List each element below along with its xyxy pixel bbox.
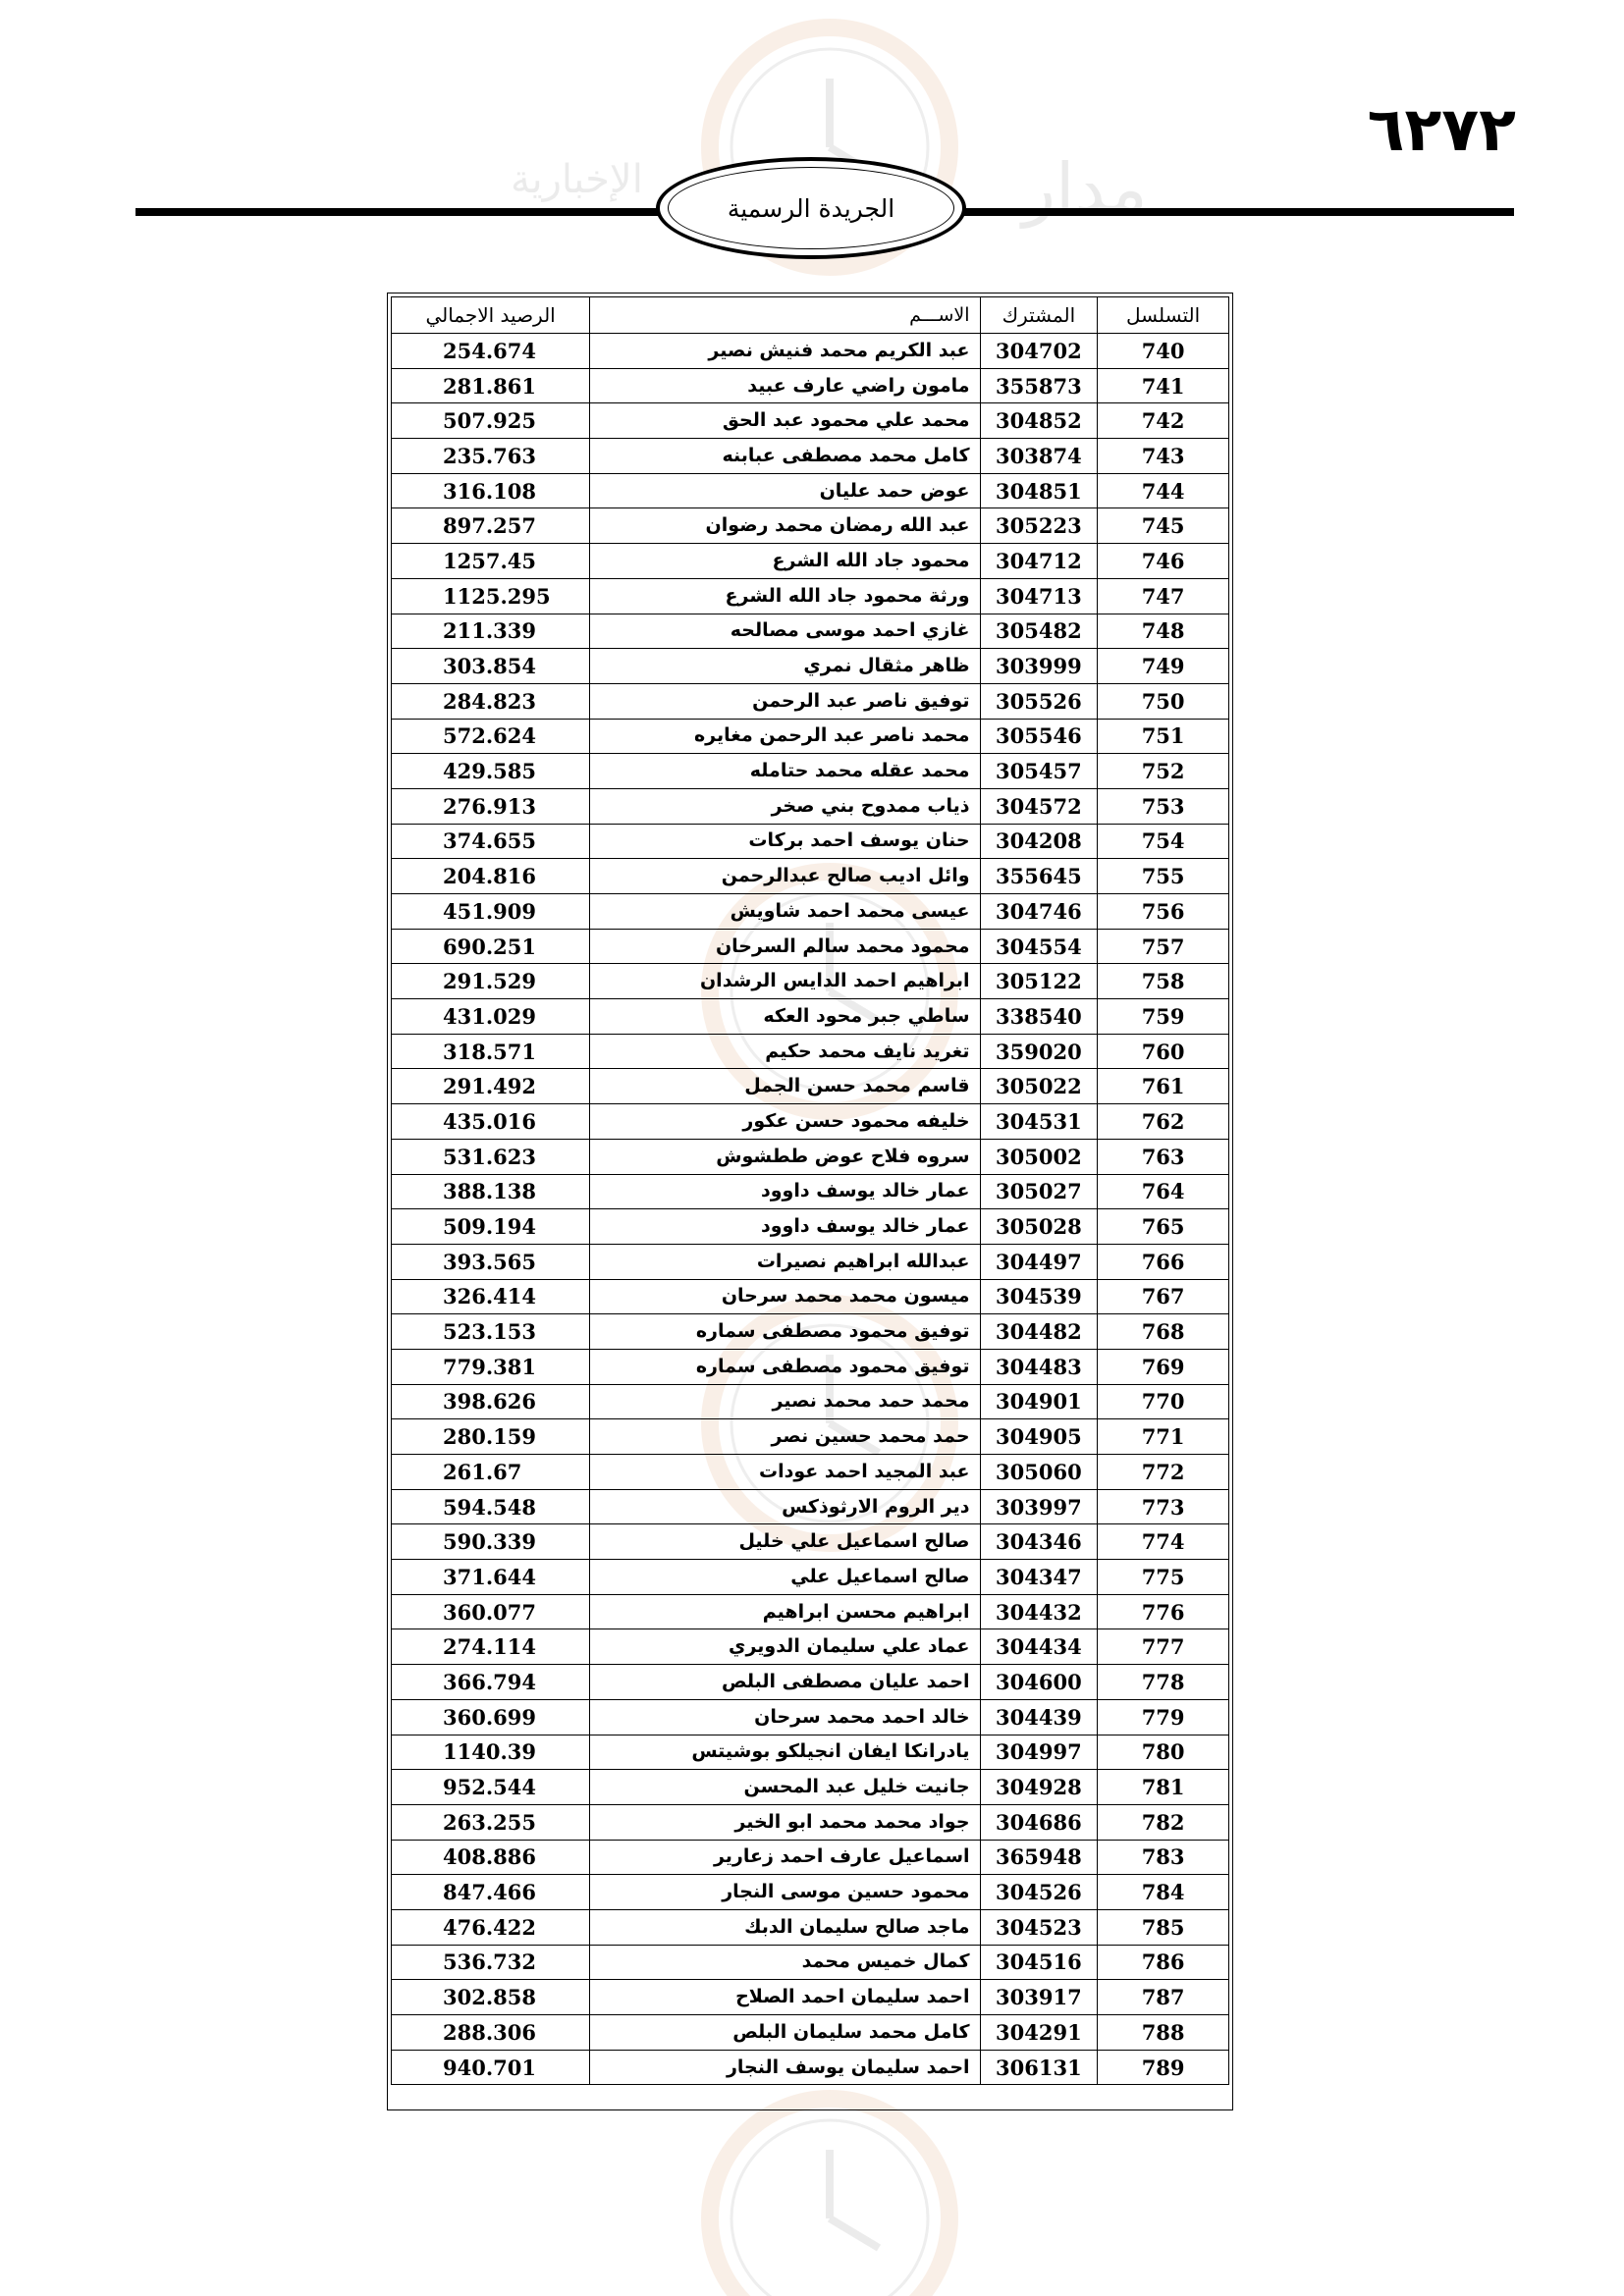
cell-balance: 1140.39	[392, 1735, 590, 1770]
table-row	[392, 1735, 1229, 1770]
table-row	[392, 719, 1229, 754]
cell-subscriber: 305526	[980, 683, 1098, 719]
cell-seq: 762	[1098, 1104, 1229, 1140]
cell-name: سروه فلاح عوض ططشوش	[590, 1139, 980, 1174]
cell-balance: 204.816	[392, 859, 590, 894]
cell-name: حمد محمد حسين نصر	[590, 1419, 980, 1455]
cell-balance: 371.644	[392, 1560, 590, 1595]
cell-name: توفيق محمود مصطفى سماره	[590, 1314, 980, 1350]
header-name: الاســـم	[590, 297, 980, 334]
cell-subscriber: 304851	[980, 473, 1098, 508]
cell-name: ابراهيم احمد الدايس الرشدان	[590, 964, 980, 999]
cell-balance: 507.925	[392, 403, 590, 439]
cell-subscriber: 304432	[980, 1594, 1098, 1629]
table-row	[392, 1524, 1229, 1560]
cell-subscriber: 305482	[980, 614, 1098, 649]
cell-name: جواد محمد محمد ابو الخير	[590, 1804, 980, 1840]
cell-balance: 779.381	[392, 1349, 590, 1384]
cell-name: عمار خالد يوسف داوود	[590, 1209, 980, 1245]
cell-name: عبدالله ابراهيم نصيرات	[590, 1244, 980, 1279]
table-row	[392, 508, 1229, 544]
cell-name: توفيق محمود مصطفى سماره	[590, 1349, 980, 1384]
cell-balance: 523.153	[392, 1314, 590, 1350]
table-row	[392, 1034, 1229, 1069]
cell-subscriber: 355645	[980, 859, 1098, 894]
cell-seq: 765	[1098, 1209, 1229, 1245]
cell-seq: 772	[1098, 1455, 1229, 1490]
table-row	[392, 824, 1229, 859]
cell-balance: 408.886	[392, 1840, 590, 1875]
cell-seq: 784	[1098, 1875, 1229, 1910]
cell-seq: 742	[1098, 403, 1229, 439]
cell-seq: 756	[1098, 894, 1229, 930]
cell-balance: 326.414	[392, 1279, 590, 1314]
cell-subscriber: 305002	[980, 1139, 1098, 1174]
cell-seq: 744	[1098, 473, 1229, 508]
cell-seq: 746	[1098, 544, 1229, 579]
cell-name: كامل محمد سليمان البلص	[590, 2015, 980, 2051]
cell-balance: 211.339	[392, 614, 590, 649]
cell-balance: 360.699	[392, 1699, 590, 1735]
cell-subscriber: 365948	[980, 1840, 1098, 1875]
table-row	[392, 1174, 1229, 1209]
cell-balance: 288.306	[392, 2015, 590, 2051]
table-row	[392, 578, 1229, 614]
cell-name: احمد سليمان يوسف النجار	[590, 2050, 980, 2085]
cell-subscriber: 305457	[980, 754, 1098, 789]
watermark-brand: مدار	[1022, 148, 1148, 229]
cell-balance: 531.623	[392, 1139, 590, 1174]
table-row	[392, 368, 1229, 403]
table-row	[392, 1945, 1229, 1980]
cell-subscriber: 303874	[980, 439, 1098, 474]
cell-subscriber: 304852	[980, 403, 1098, 439]
cell-subscriber: 304600	[980, 1665, 1098, 1700]
table-row	[392, 1770, 1229, 1805]
cell-seq: 774	[1098, 1524, 1229, 1560]
cell-balance: 435.016	[392, 1104, 590, 1140]
cell-subscriber: 304554	[980, 929, 1098, 964]
cell-subscriber: 304523	[980, 1909, 1098, 1945]
table-row	[392, 1349, 1229, 1384]
cell-balance: 388.138	[392, 1174, 590, 1209]
header-seq: التسلسل	[1098, 297, 1229, 334]
table-row	[392, 1104, 1229, 1140]
table-row	[392, 1804, 1229, 1840]
cell-subscriber: 303999	[980, 649, 1098, 684]
cell-name: حنان يوسف احمد بركات	[590, 824, 980, 859]
cell-subscriber: 303917	[980, 1980, 1098, 2015]
cell-balance: 374.655	[392, 824, 590, 859]
cell-name: محمد علي محمود عبد الحق	[590, 403, 980, 439]
cell-name: احمد سليمان احمد الصلاح	[590, 1980, 980, 2015]
cell-seq: 771	[1098, 1419, 1229, 1455]
cell-seq: 747	[1098, 578, 1229, 614]
cell-name: كامل محمد مصطفى عبابنه	[590, 439, 980, 474]
cell-seq: 777	[1098, 1629, 1229, 1665]
cell-seq: 758	[1098, 964, 1229, 999]
cell-subscriber: 304516	[980, 1945, 1098, 1980]
watermark-tagline-text: الإخبارية	[511, 157, 643, 202]
cell-name: محمود محمد سالم السرحان	[590, 929, 980, 964]
cell-seq: 773	[1098, 1489, 1229, 1524]
cell-name: محمد ناصر عبد الرحمن مغايره	[590, 719, 980, 754]
table-row	[392, 683, 1229, 719]
cell-subscriber: 305060	[980, 1455, 1098, 1490]
cell-balance: 276.913	[392, 788, 590, 824]
cell-subscriber: 304439	[980, 1699, 1098, 1735]
cell-seq: 757	[1098, 929, 1229, 964]
cell-subscriber: 304905	[980, 1419, 1098, 1455]
table-row	[392, 1384, 1229, 1419]
cell-name: عوض حمد عليان	[590, 473, 980, 508]
cell-subscriber: 304901	[980, 1384, 1098, 1419]
cell-balance: 280.159	[392, 1419, 590, 1455]
page-number: ٦٢٧٢	[1367, 93, 1516, 165]
table-row	[392, 2050, 1229, 2085]
table-row	[392, 544, 1229, 579]
cell-name: عيسى محمد احمد شاويش	[590, 894, 980, 930]
cell-balance: 594.548	[392, 1489, 590, 1524]
cell-subscriber: 305027	[980, 1174, 1098, 1209]
cell-balance: 590.339	[392, 1524, 590, 1560]
cell-name: غازي احمد موسى مصالحه	[590, 614, 980, 649]
table-row	[392, 1209, 1229, 1245]
cell-name: خالد احمد محمد سرحان	[590, 1699, 980, 1735]
cell-name: جانيت خليل عبد المحسن	[590, 1770, 980, 1805]
cell-seq: 776	[1098, 1594, 1229, 1629]
cell-name: عبد الكريم محمد فنيش نصير	[590, 334, 980, 369]
gazette-title-oval	[656, 157, 966, 259]
cell-subscriber: 304928	[980, 1770, 1098, 1805]
cell-balance: 291.529	[392, 964, 590, 999]
cell-seq: 770	[1098, 1384, 1229, 1419]
cell-seq: 766	[1098, 1244, 1229, 1279]
cell-balance: 897.257	[392, 508, 590, 544]
table-body	[392, 334, 1229, 2085]
cell-balance: 1257.45	[392, 544, 590, 579]
cell-seq: 788	[1098, 2015, 1229, 2051]
gazette-title: الجريدة الرسمية	[727, 193, 895, 223]
cell-seq: 759	[1098, 999, 1229, 1035]
table-row	[392, 614, 1229, 649]
cell-subscriber: 304702	[980, 334, 1098, 369]
cell-seq: 752	[1098, 754, 1229, 789]
cell-seq: 781	[1098, 1770, 1229, 1805]
cell-seq: 760	[1098, 1034, 1229, 1069]
table-row	[392, 473, 1229, 508]
cell-name: وائل اديب صالح عبدالرحمن	[590, 859, 980, 894]
cell-name: اسماعيل عارف احمد زعارير	[590, 1840, 980, 1875]
table-row	[392, 649, 1229, 684]
table-header-row	[392, 297, 1229, 334]
table-row	[392, 2015, 1229, 2051]
cell-seq: 785	[1098, 1909, 1229, 1945]
cell-balance: 274.114	[392, 1629, 590, 1665]
cell-seq: 789	[1098, 2050, 1229, 2085]
table-row	[392, 929, 1229, 964]
cell-balance: 291.492	[392, 1069, 590, 1104]
cell-balance: 316.108	[392, 473, 590, 508]
cell-name: ماجد صالح سليمان الدبك	[590, 1909, 980, 1945]
cell-name: احمد عليان مصطفى البلص	[590, 1665, 980, 1700]
table-row	[392, 1840, 1229, 1875]
cell-name: ورثة محمود جاد الله الشرع	[590, 578, 980, 614]
cell-balance: 429.585	[392, 754, 590, 789]
cell-balance: 254.674	[392, 334, 590, 369]
table-row	[392, 1909, 1229, 1945]
table-row	[392, 1489, 1229, 1524]
table-row	[392, 1139, 1229, 1174]
cell-seq: 764	[1098, 1174, 1229, 1209]
cell-subscriber: 304712	[980, 544, 1098, 579]
cell-name: ميسون محمد محمد سرحان	[590, 1279, 980, 1314]
cell-seq: 763	[1098, 1139, 1229, 1174]
table-row	[392, 1875, 1229, 1910]
cell-seq: 748	[1098, 614, 1229, 649]
cell-subscriber: 305022	[980, 1069, 1098, 1104]
table-row	[392, 788, 1229, 824]
cell-name: محمد حمد محمد نصير	[590, 1384, 980, 1419]
cell-balance: 263.255	[392, 1804, 590, 1840]
cell-seq: 775	[1098, 1560, 1229, 1595]
cell-subscriber: 304291	[980, 2015, 1098, 2051]
cell-name: محمود حسين موسى النجار	[590, 1875, 980, 1910]
cell-subscriber: 304347	[980, 1560, 1098, 1595]
cell-subscriber: 304713	[980, 578, 1098, 614]
table-row	[392, 1419, 1229, 1455]
cell-name: خليفه محمود حسن عكور	[590, 1104, 980, 1140]
cell-balance: 1125.295	[392, 578, 590, 614]
watermark-tagline	[511, 157, 643, 202]
cell-subscriber: 304686	[980, 1804, 1098, 1840]
watermark-text	[962, 147, 1208, 230]
cell-seq: 767	[1098, 1279, 1229, 1314]
cell-seq: 769	[1098, 1349, 1229, 1384]
cell-name: مامون راضي عارف عبيد	[590, 368, 980, 403]
cell-balance: 476.422	[392, 1909, 590, 1945]
subscriber-balance-table	[391, 296, 1229, 2085]
table-row	[392, 1980, 1229, 2015]
cell-subscriber: 304572	[980, 788, 1098, 824]
cell-subscriber: 304746	[980, 894, 1098, 930]
table-row	[392, 1314, 1229, 1350]
cell-subscriber: 304208	[980, 824, 1098, 859]
cell-balance: 690.251	[392, 929, 590, 964]
cell-balance: 318.571	[392, 1034, 590, 1069]
cell-balance: 431.029	[392, 999, 590, 1035]
cell-name: عبد الله رمضان محمد رضوان	[590, 508, 980, 544]
cell-seq: 745	[1098, 508, 1229, 544]
cell-subscriber: 304434	[980, 1629, 1098, 1665]
cell-subscriber: 304483	[980, 1349, 1098, 1384]
cell-balance: 281.861	[392, 368, 590, 403]
header-subscriber: المشترك	[980, 297, 1098, 334]
table-row	[392, 1629, 1229, 1665]
cell-subscriber: 303997	[980, 1489, 1098, 1524]
cell-name: عبد المجيد احمد عودات	[590, 1455, 980, 1490]
table-row	[392, 859, 1229, 894]
table-row	[392, 439, 1229, 474]
cell-name: ذياب ممدوح بني صخر	[590, 788, 980, 824]
cell-seq: 754	[1098, 824, 1229, 859]
cell-subscriber: 305122	[980, 964, 1098, 999]
cell-seq: 740	[1098, 334, 1229, 369]
cell-seq: 755	[1098, 859, 1229, 894]
cell-subscriber: 304539	[980, 1279, 1098, 1314]
cell-name: ابراهيم محسن ابراهيم	[590, 1594, 980, 1629]
cell-balance: 398.626	[392, 1384, 590, 1419]
cell-name: عمار خالد يوسف داوود	[590, 1174, 980, 1209]
cell-name: محمود جاد الله الشرع	[590, 544, 980, 579]
cell-subscriber: 304482	[980, 1314, 1098, 1350]
cell-seq: 778	[1098, 1665, 1229, 1700]
cell-balance: 302.858	[392, 1980, 590, 2015]
table-row	[392, 999, 1229, 1035]
cell-balance: 509.194	[392, 1209, 590, 1245]
cell-seq: 741	[1098, 368, 1229, 403]
cell-balance: 366.794	[392, 1665, 590, 1700]
cell-subscriber: 305546	[980, 719, 1098, 754]
table-row	[392, 1244, 1229, 1279]
cell-name: كمال خميس محمد	[590, 1945, 980, 1980]
cell-subscriber: 338540	[980, 999, 1098, 1035]
cell-seq: 779	[1098, 1699, 1229, 1735]
cell-name: تغريد نايف محمد حكيم	[590, 1034, 980, 1069]
cell-subscriber: 304997	[980, 1735, 1098, 1770]
cell-name: صالح اسماعيل علي	[590, 1560, 980, 1595]
cell-subscriber: 355873	[980, 368, 1098, 403]
header-balance: الرصيد الاجمالي	[392, 297, 590, 334]
cell-name: ساطي جبر محود العكه	[590, 999, 980, 1035]
cell-subscriber: 305223	[980, 508, 1098, 544]
cell-subscriber: 304497	[980, 1244, 1098, 1279]
cell-seq: 782	[1098, 1804, 1229, 1840]
cell-subscriber: 306131	[980, 2050, 1098, 2085]
table-row	[392, 1594, 1229, 1629]
cell-name: ظاهر مثقال نمري	[590, 649, 980, 684]
table-row	[392, 964, 1229, 999]
cell-seq: 761	[1098, 1069, 1229, 1104]
cell-balance: 261.67	[392, 1455, 590, 1490]
table-row	[392, 403, 1229, 439]
cell-subscriber: 304531	[980, 1104, 1098, 1140]
cell-seq: 780	[1098, 1735, 1229, 1770]
table-row	[392, 1279, 1229, 1314]
cell-subscriber: 359020	[980, 1034, 1098, 1069]
cell-balance: 235.763	[392, 439, 590, 474]
cell-seq: 749	[1098, 649, 1229, 684]
cell-name: قاسم محمد حسن الجمل	[590, 1069, 980, 1104]
table-row	[392, 754, 1229, 789]
table-row	[392, 1699, 1229, 1735]
cell-seq: 768	[1098, 1314, 1229, 1350]
cell-balance: 952.544	[392, 1770, 590, 1805]
cell-seq: 787	[1098, 1980, 1229, 2015]
cell-name: صالح اسماعيل علي خليل	[590, 1524, 980, 1560]
cell-name: توفيق ناصر عبد الرحمن	[590, 683, 980, 719]
table-row	[392, 1560, 1229, 1595]
cell-name: عماد علي سليمان الدويري	[590, 1629, 980, 1665]
cell-seq: 750	[1098, 683, 1229, 719]
table-row	[392, 334, 1229, 369]
cell-balance: 572.624	[392, 719, 590, 754]
cell-seq: 783	[1098, 1840, 1229, 1875]
table-row	[392, 1455, 1229, 1490]
cell-subscriber: 304526	[980, 1875, 1098, 1910]
cell-seq: 743	[1098, 439, 1229, 474]
cell-balance: 451.909	[392, 894, 590, 930]
cell-name: محمد عقله محمد حتامله	[590, 754, 980, 789]
table-row	[392, 894, 1229, 930]
cell-name: دير الروم الارثوذكس	[590, 1489, 980, 1524]
cell-seq: 786	[1098, 1945, 1229, 1980]
table-row	[392, 1665, 1229, 1700]
cell-seq: 751	[1098, 719, 1229, 754]
cell-subscriber: 305028	[980, 1209, 1098, 1245]
cell-balance: 536.732	[392, 1945, 590, 1980]
cell-balance: 847.466	[392, 1875, 590, 1910]
cell-name: يادرانكا ايفان انجيلكو بوشيتس	[590, 1735, 980, 1770]
cell-balance: 360.077	[392, 1594, 590, 1629]
cell-subscriber: 304346	[980, 1524, 1098, 1560]
cell-balance: 940.701	[392, 2050, 590, 2085]
cell-balance: 303.854	[392, 649, 590, 684]
cell-seq: 753	[1098, 788, 1229, 824]
cell-balance: 393.565	[392, 1244, 590, 1279]
cell-balance: 284.823	[392, 683, 590, 719]
table-row	[392, 1069, 1229, 1104]
